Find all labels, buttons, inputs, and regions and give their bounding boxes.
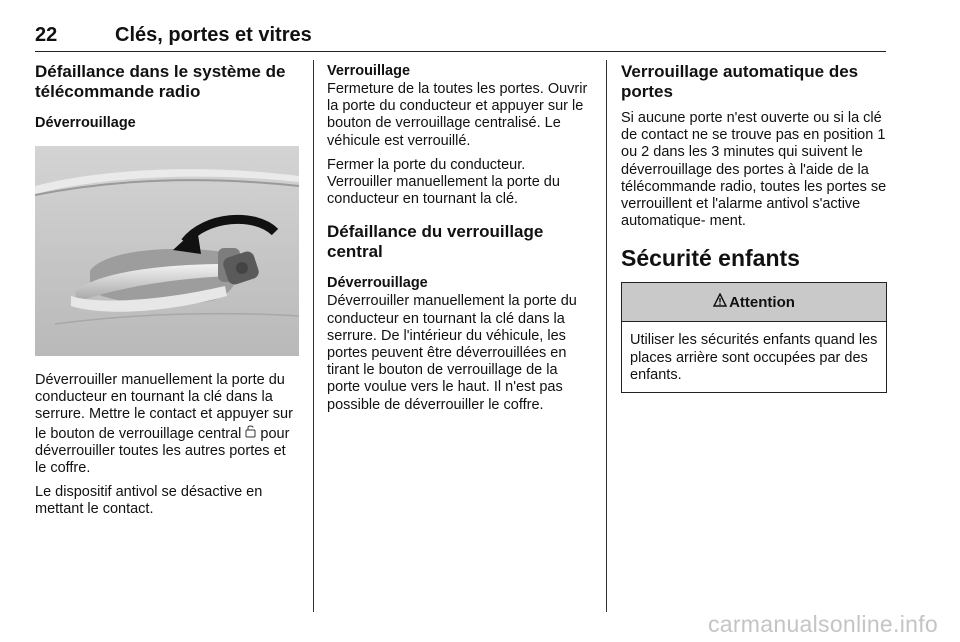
header-divider [35,51,886,52]
paragraph-text: Déverrouiller manuellement la porte du conducteur en tournant la clé dans la serrure. Mettre le contact et appuyer sur le bouton de verrouillage central [35,372,293,442]
watermark: carmanualsonline.info [707,611,938,637]
section-heading: Défaillance du verrouillage central [327,222,544,262]
column-divider [313,60,314,612]
attention-body [622,322,886,392]
subheading: Déverrouillage [327,275,428,292]
subheading: Déverrouillage [35,115,136,131]
column-2 [327,62,591,421]
column-1 [35,62,299,526]
paragraph: Fermeture de la toutes les portes. Ouvrir la porte du conducteur et appuyer sur le bouton de verrouillage centralisé. Le véhicule est verrouillé. [327,81,588,149]
page-header [35,24,885,52]
paragraph-text: pour déverrouiller toutes les autres portes et le coffre. [35,425,290,477]
paragraph [35,372,299,477]
attention-box [621,282,887,393]
paragraph: Déverrouiller manuellement la porte du conducteur en tournant la clé dans la serrure. De l'intérieur du véhicule, les portes peuvent être déverrouillées en tirant le bouton de verrouillage de la porte voulue vers le haut. Il n'est pas possible de déverrouiller le coffre. [327,293,577,413]
section-title: Sécurité enfants [621,245,800,272]
chapter-title: Clés, portes et vitres [115,24,312,46]
section-heading: Défaillance dans le système de télécommande radio [35,62,286,101]
subheading: Verrouillage [327,63,411,79]
attention-header [622,283,886,322]
paragraph: Le dispositif antivol se désactive en mettant le contact. [35,484,263,518]
door-handle-illustration [35,146,299,356]
warning-triangle-icon [713,293,727,311]
attention-title: Attention [729,293,795,311]
column-3 [621,62,887,393]
column-divider [606,60,607,612]
paragraph: Fermer la porte du conducteur. Verrouiller manuellement la porte du conducteur en tournant la clé. [327,156,560,208]
unlock-padlock-icon [245,424,256,443]
page-number: 22 [35,24,58,46]
attention-text: Utiliser les sécurités enfants quand les places arrière sont occupées par des enfants. [630,332,878,383]
section-heading: Verrouillage automatique des portes [621,62,859,101]
paragraph: Si aucune porte n'est ouverte ou si la clé de contact ne se trouve pas en position 1 ou 2 dans les 3 minutes qui suivent le déverrouillage des portes à l'aide de la télécommande radio, toutes les portes se verrouillent et l'alarme antivol s'active automatique‐ ment. [621,110,887,230]
